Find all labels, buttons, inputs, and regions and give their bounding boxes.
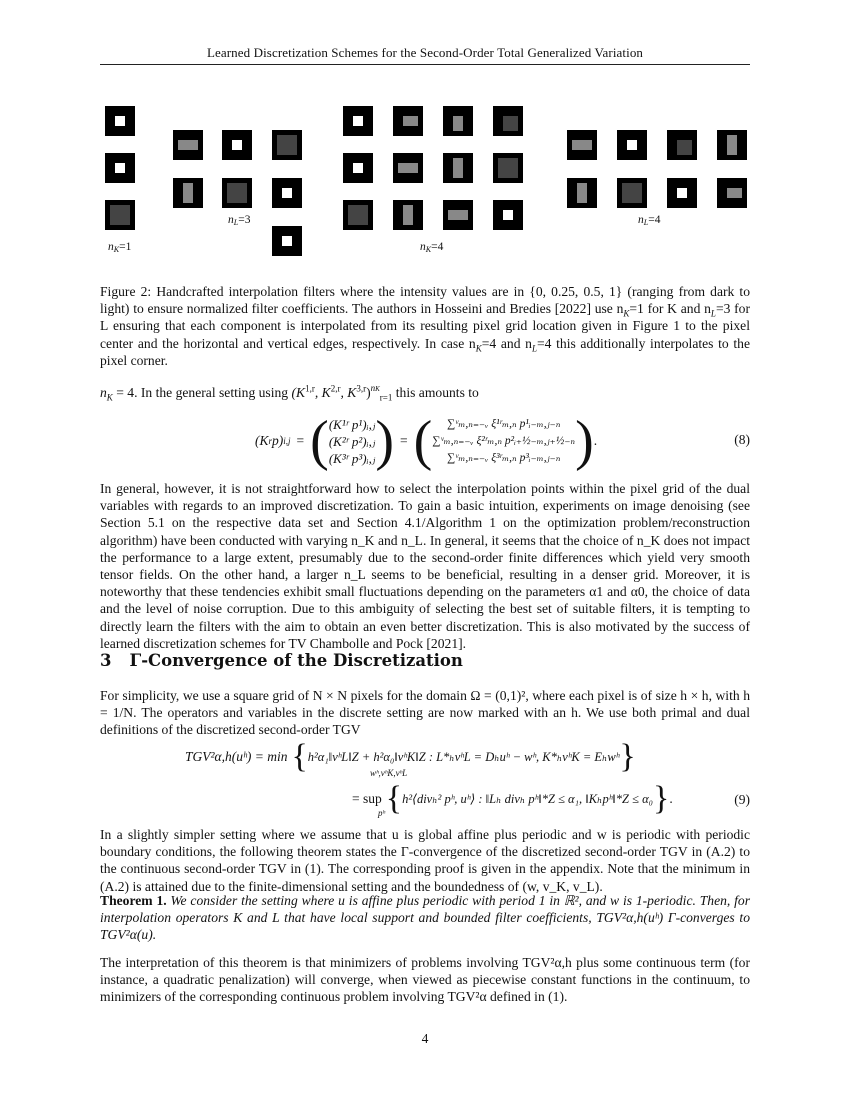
paragraph-periodic-setting: In a slightly simpler setting where we assume that u is global affine plus periodic and w is periodic with periodic boundary conditions, the following theorem states the Γ-convergence of the discretized second-order TGV in (A.2) to the continuous second-order TGV in (1). The corresponding proof is given in the appendix. Note that the minimum in (A.2) is attained due to the finite-dimensional setting and the boundedness of (w, v_K, v_L). — [100, 827, 750, 894]
label-nl4: $n_L=4$ — [638, 214, 661, 227]
paragraph-interpretation: The interpretation of this theorem is that minimizers of problems involving TGV²α,h plus some continuous term (for instance, a quadratic penalization) will converge, when viewed as piecewise constant functions in the continuum, to minimizers of the corresponding continuous problem involving TGV²α defined in (1). — [100, 955, 750, 1005]
filter-tile — [667, 130, 697, 160]
header-rule — [100, 64, 750, 65]
equation-number-9: (9) — [734, 792, 750, 807]
filter-tile — [105, 153, 135, 183]
paragraph-grid-setup: For simplicity, we use a square grid of N × N pixels for the domain Ω = (0,1)², where each pixel is of size h × h, with h = 1/N. The operators and variables in the discrete setting are now marked with an h. We use both primal and dual definitions of the discretized second-order TGV — [100, 688, 750, 738]
filter-tile — [443, 153, 473, 183]
theorem-text: We consider the setting where u is affine plus periodic with period 1 in ℝ², and w is 1-periodic. Then, for interpolation operators K and L that have local support and bounded filter coefficients, TGV²α,h(uʰ) Γ-converges to TGV²α(u). — [100, 893, 750, 943]
filter-tile — [493, 200, 523, 230]
eq8-row-2: (K²ʳ p²)ᵢ,ⱼ — [328, 433, 376, 449]
equation-number-8: (8) — [734, 432, 750, 447]
filter-tile — [567, 130, 597, 160]
filter-tile — [617, 130, 647, 160]
filter-tile — [105, 106, 135, 136]
figure-caption: Figure 2: Handcrafted interpolation filters where the intensity values are in {0, 0.25, 0.5, 1} (ranging from dark to light) to ensure normalized filter coefficients. The authors in Hosseini and Bredies [2022] use $n_K=1$ for K and $n_L=3$ for L ensuring that each component is interpolated from its resulting pixel grid location given in Figure 1 to the pixel center and the horizontal and vertical edges, respectively. In case $n_K=4$ and $n_L=4$ this additionally interpolates to the pixel corner. — [100, 284, 750, 368]
paragraph-interpolation: In general, however, it is not straightforward how to select the interpolation points within the pixel grid of the dual variables with regards to an improved discretization. To gain a basic intuition, experiments on image denoising (see Section 5.1 on the respective data set and Section 4.1/Algorithm 1 on the optimization problem/reconstruction algorithm) have been conducted with varying n_K and n_L. In general, it seems that the choice of n_K does not impact the performance to a large extent, presumably due to the second-order finite differences which yield very smooth tensor fields. On the other hand, a larger n_L seems to be beneficial, resulting in a denser grid. Moreover, it is noteworthy that these tendencies exhibit small fluctuations depending on the parameters α1 and α0, the choice of data and the level of noise corruption. Due to this ambiguity of selecting the best set of suitable filters, it is tempting to directly learn the filters with the aim to obtain an even better discretization. This is also motivated by the success of learned discretization schemes for TV Chambolle and Pock [2021]. — [100, 481, 750, 651]
filter-tile — [272, 226, 302, 256]
theorem-1 — [100, 892, 750, 944]
filter-tile — [667, 178, 697, 208]
filter-tile — [493, 153, 523, 183]
label-nk1: $n_K=1$ — [108, 241, 132, 254]
equation-9: TGV²α,h(uʰ) = min { h²α₁‖vʰL‖Z + h²α₀‖vʰK‖Z : L*ₕvʰL = Dₕuʰ − wʰ, K*ₕvʰK = Eₕwʰ } wʰ,vʰK,vʰL = sup { h²⟨divₕ² pʰ, uʰ⟩ : ‖Lₕ divₕ pʰ‖*Z ≤ α₁, ‖Kₕpʰ‖*Z ≤ α₀ } . pʰ (9) — [185, 738, 750, 818]
eq8-row-3: (K³ʳ p³)ᵢ,ⱼ — [328, 450, 376, 466]
filter-tile — [105, 200, 135, 230]
running-head: Learned Discretization Schemes for the Second-Order Total Generalized Variation — [206, 45, 644, 60]
filter-tile — [173, 130, 203, 160]
filter-tile — [493, 106, 523, 136]
filter-tile — [393, 200, 423, 230]
theorem-label: Theorem 1. — [100, 893, 167, 908]
filter-tile — [272, 178, 302, 208]
eq9-min-subscript: wʰ,vʰK,vʰL — [370, 768, 408, 778]
intro-line: $n_K = 4$. In the general setting using ($K^{1,r}$, K$^{2,r}$, K$^{3,r}$)$^{nK}_{r=1}$ this amounts to — [100, 383, 479, 403]
filter-tile — [343, 106, 373, 136]
filter-tile — [393, 106, 423, 136]
filter-tile — [717, 130, 747, 160]
filter-tile — [173, 178, 203, 208]
filter-tile — [272, 130, 302, 160]
filter-tile — [717, 178, 747, 208]
filter-tile — [343, 200, 373, 230]
filter-tile — [443, 106, 473, 136]
section-heading: 3 Γ-Convergence of the Discretization — [100, 651, 463, 670]
filter-tile — [443, 200, 473, 230]
eq9-sup-subscript: pʰ — [378, 808, 386, 818]
eq8-sum-2: ∑ᵛₘ,ₙ₌₋ᵥ ξ²ʳₘ,ₙ p²ᵢ₊½₋ₘ,ⱼ₊½₋ₙ — [432, 434, 576, 447]
page-number: 4 — [421, 1031, 429, 1046]
equation-8: (K r p) i,j = ( (K¹ʳ p¹)ᵢ,ⱼ (K²ʳ p²)ᵢ,ⱼ (K³ʳ p³)ᵢ,ⱼ ) = ( ∑ᵛₘ,ₙ₌₋ᵥ ξ¹ʳₘ,ₙ p¹ᵢ₋ₘ,ⱼ₋ₙ ∑ᵛₘ,ₙ₌₋ᵥ ξ²ʳₘ,ₙ p²ᵢ₊½₋ₘ,ⱼ₊½₋ₙ ∑ᵛₘ,ₙ₌₋ᵥ ξ³ʳₘ,ₙ p³ᵢ₋ₘ,ⱼ₋ₙ ) . (8) — [255, 410, 750, 472]
eq8-sum-1: ∑ᵛₘ,ₙ₌₋ᵥ ξ¹ʳₘ,ₙ p¹ᵢ₋ₘ,ⱼ₋ₙ — [446, 417, 561, 430]
label-nk4: $n_K=4$ — [420, 241, 444, 254]
filter-tile — [393, 153, 423, 183]
filter-tile — [222, 130, 252, 160]
label-nl3: $n_L=3$ — [228, 214, 251, 227]
eq8-row-1: (K¹ʳ p¹)ᵢ,ⱼ — [328, 416, 376, 432]
filter-tile — [567, 178, 597, 208]
figure-2-filters — [0, 96, 850, 266]
filter-tile — [617, 178, 647, 208]
filter-tile — [222, 178, 252, 208]
filter-tile — [343, 153, 373, 183]
eq8-sum-3: ∑ᵛₘ,ₙ₌₋ᵥ ξ³ʳₘ,ₙ p³ᵢ₋ₘ,ⱼ₋ₙ — [446, 451, 561, 464]
